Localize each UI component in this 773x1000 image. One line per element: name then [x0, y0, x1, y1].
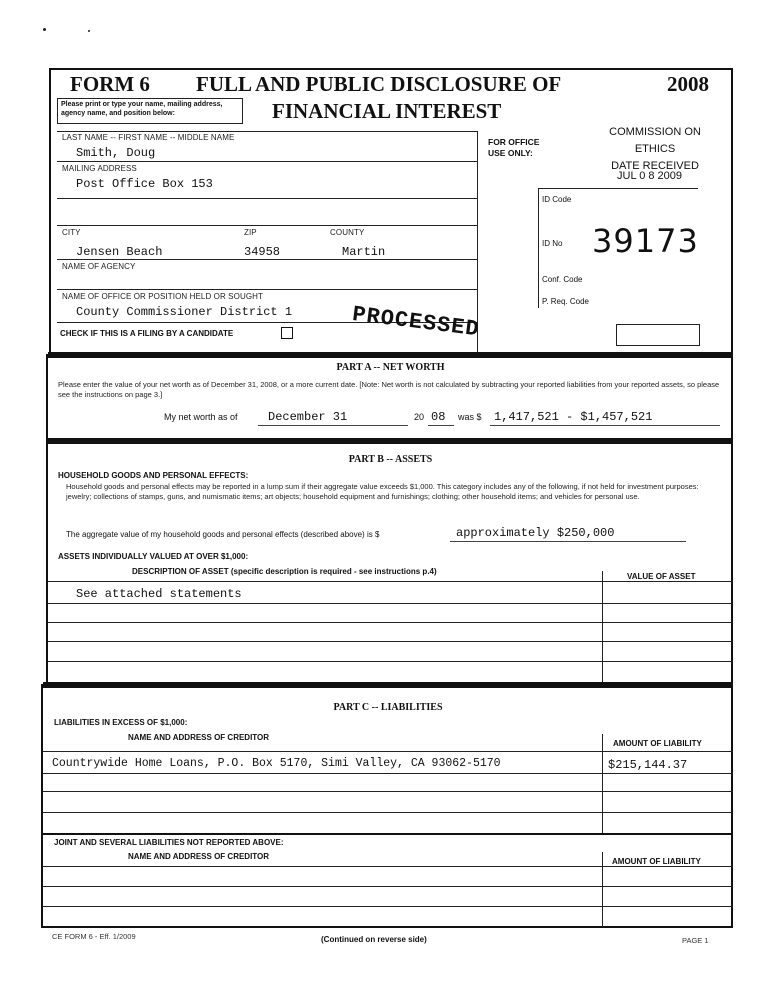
divider: [57, 289, 477, 290]
asset-desc-header: DESCRIPTION OF ASSET (specific description is required - see instructions p.4): [132, 567, 437, 576]
frame-left-upper: [49, 68, 51, 356]
table-row: [48, 622, 733, 623]
table-row: [43, 773, 733, 774]
net-worth-date[interactable]: December 31: [268, 410, 348, 424]
part-b-bar: [48, 438, 733, 444]
filer-office[interactable]: County Commissioner District 1: [76, 305, 293, 319]
id-no-label: ID No: [542, 239, 563, 248]
divider: [57, 225, 477, 226]
office-inner-divider: [538, 188, 539, 308]
joint-creditor-header: NAME AND ADDRESS OF CREDITOR: [128, 852, 270, 861]
part-a-title: PART A -- NET WORTH: [336, 362, 445, 373]
household-heading: HOUSEHOLD GOODS AND PERSONAL EFFECTS:: [58, 471, 249, 480]
part-a-bar: [48, 352, 733, 358]
county-label: COUNTY: [330, 228, 365, 237]
asset-value-column-divider: [602, 571, 603, 683]
print-instructions-box: Please print or type your name, mailing address, agency name, and position below:: [57, 98, 243, 124]
creditor-header: NAME AND ADDRESS OF CREDITOR: [128, 733, 270, 742]
divider: [57, 198, 477, 199]
aggregate-label: The aggregate value of my household goods and personal effects (described above) is $: [66, 530, 380, 539]
frame-left-lower: [41, 684, 43, 928]
asset-value-header: VALUE OF ASSET: [627, 572, 696, 581]
liability-amount[interactable]: $215,144.37: [608, 758, 688, 772]
joint-liabilities-heading: JOINT AND SEVERAL LIABILITIES NOT REPORTED ABOVE:: [54, 838, 284, 847]
frame-top: [49, 68, 733, 70]
divider: [43, 751, 733, 752]
form-number: FORM 6: [70, 72, 150, 96]
net-worth-prefix: My net worth as of: [164, 412, 238, 422]
table-row: [48, 603, 733, 604]
table-row: [43, 812, 733, 813]
divider: [538, 188, 698, 189]
scan-speck: [43, 28, 46, 31]
date-stamp: JUL 0 8 2009: [617, 170, 683, 182]
divider: [57, 259, 477, 260]
frame-left-mid: [46, 354, 48, 684]
continued-note: (Continued on reverse side): [321, 935, 427, 944]
individual-assets-heading: ASSETS INDIVIDUALLY VALUED AT OVER $1,000:: [58, 552, 249, 561]
year-underline: [428, 425, 454, 426]
id-no-handwritten: 39173: [592, 222, 699, 260]
divider: [43, 833, 733, 835]
office-use-label-line2: USE ONLY:: [488, 148, 533, 158]
table-row: [43, 906, 733, 907]
liabilities-heading: LIABILITIES IN EXCESS OF $1,000:: [54, 718, 188, 727]
conf-code-label: Conf. Code: [542, 275, 583, 284]
office-use-label: [488, 137, 539, 159]
processed-stamp: PROCESSED: [350, 302, 481, 343]
part-c-title: PART C -- LIABILITIES: [333, 702, 443, 713]
filer-name[interactable]: Smith, Doug: [76, 146, 156, 160]
frame-right: [731, 68, 733, 928]
net-worth-value[interactable]: 1,417,521 - $1,457,521: [494, 410, 653, 424]
aggregate-underline: [450, 541, 686, 542]
household-text: Household goods and personal effects may be reported in a lump sum if their aggregate value exceeds $1,000. This category includes any of the following, if not held for investment purposes: jewelry; collections of stamps, guns, and numismatic items; art objects; household equipment and furnishings; clothing; other household items; and vehicles for personal use.: [66, 482, 699, 501]
year-prefix: 20: [414, 412, 425, 422]
divider: [48, 581, 733, 582]
zip-label: ZIP: [244, 228, 257, 237]
form-title-line2: FINANCIAL INTEREST: [272, 99, 502, 123]
filer-city[interactable]: Jensen Beach: [76, 245, 163, 259]
page-number: PAGE 1: [682, 936, 709, 945]
asset-description[interactable]: See attached statements: [76, 587, 242, 601]
city-label: CITY: [62, 228, 81, 237]
commission-line: COMMISSION ON ETHICS: [609, 126, 701, 155]
table-row: [43, 886, 733, 887]
req-code-label: P. Req. Code: [542, 297, 589, 306]
amount-column-divider: [602, 734, 603, 834]
filer-county[interactable]: Martin: [342, 245, 386, 259]
divider: [57, 161, 477, 162]
filer-zip[interactable]: 34958: [244, 245, 281, 259]
joint-amount-header: AMOUNT OF LIABILITY: [612, 857, 701, 866]
frame-bottom: [41, 926, 733, 928]
id-code-label: ID Code: [542, 195, 572, 204]
commission-stamp: [594, 124, 716, 175]
part-a-instructions: Please enter the value of your net worth as of December 31, 2008, or a more current date. [Note: Net worth is not calculated by subtracting your reported liabilities from your reported assets, so please see the instructions on page 3.]: [58, 380, 720, 399]
divider: [57, 131, 477, 132]
candidate-checkbox[interactable]: [281, 327, 293, 339]
net-worth-statement: [164, 412, 238, 422]
divider: [43, 866, 733, 867]
table-row: [48, 641, 733, 642]
date-underline: [258, 425, 408, 426]
office-code-box: [616, 324, 700, 346]
joint-amount-column-divider: [602, 852, 603, 927]
amount-header: AMOUNT OF LIABILITY: [613, 739, 702, 748]
form-title-line1: FULL AND PUBLIC DISCLOSURE OF: [196, 72, 562, 96]
date-received-label: DATE RECEIVED: [611, 160, 699, 172]
address-label: MAILING ADDRESS: [62, 164, 137, 173]
name-label: LAST NAME -- FIRST NAME -- MIDDLE NAME: [62, 133, 235, 142]
office-label: NAME OF OFFICE OR POSITION HELD OR SOUGHT: [62, 292, 264, 301]
table-row: [43, 791, 733, 792]
form-id: CE FORM 6 - Eff. 1/2009: [52, 932, 136, 941]
net-worth-year[interactable]: 08: [431, 410, 446, 424]
agency-label: NAME OF AGENCY: [62, 262, 136, 271]
table-row: [48, 661, 733, 662]
was-label: was $: [458, 412, 482, 422]
filer-address[interactable]: Post Office Box 153: [76, 177, 213, 191]
net-worth-underline: [490, 425, 720, 426]
scan-speck: [88, 30, 90, 32]
office-use-label-line1: FOR OFFICE: [488, 137, 540, 147]
part-c-bar: [43, 682, 733, 688]
creditor-name[interactable]: Countrywide Home Loans, P.O. Box 5170, Simi Valley, CA 93062-5170: [52, 757, 501, 770]
candidate-label: CHECK IF THIS IS A FILING BY A CANDIDATE: [60, 329, 234, 338]
part-b-title: PART B -- ASSETS: [348, 454, 433, 465]
aggregate-value[interactable]: approximately $250,000: [456, 526, 615, 540]
form-year: 2008: [667, 72, 709, 96]
